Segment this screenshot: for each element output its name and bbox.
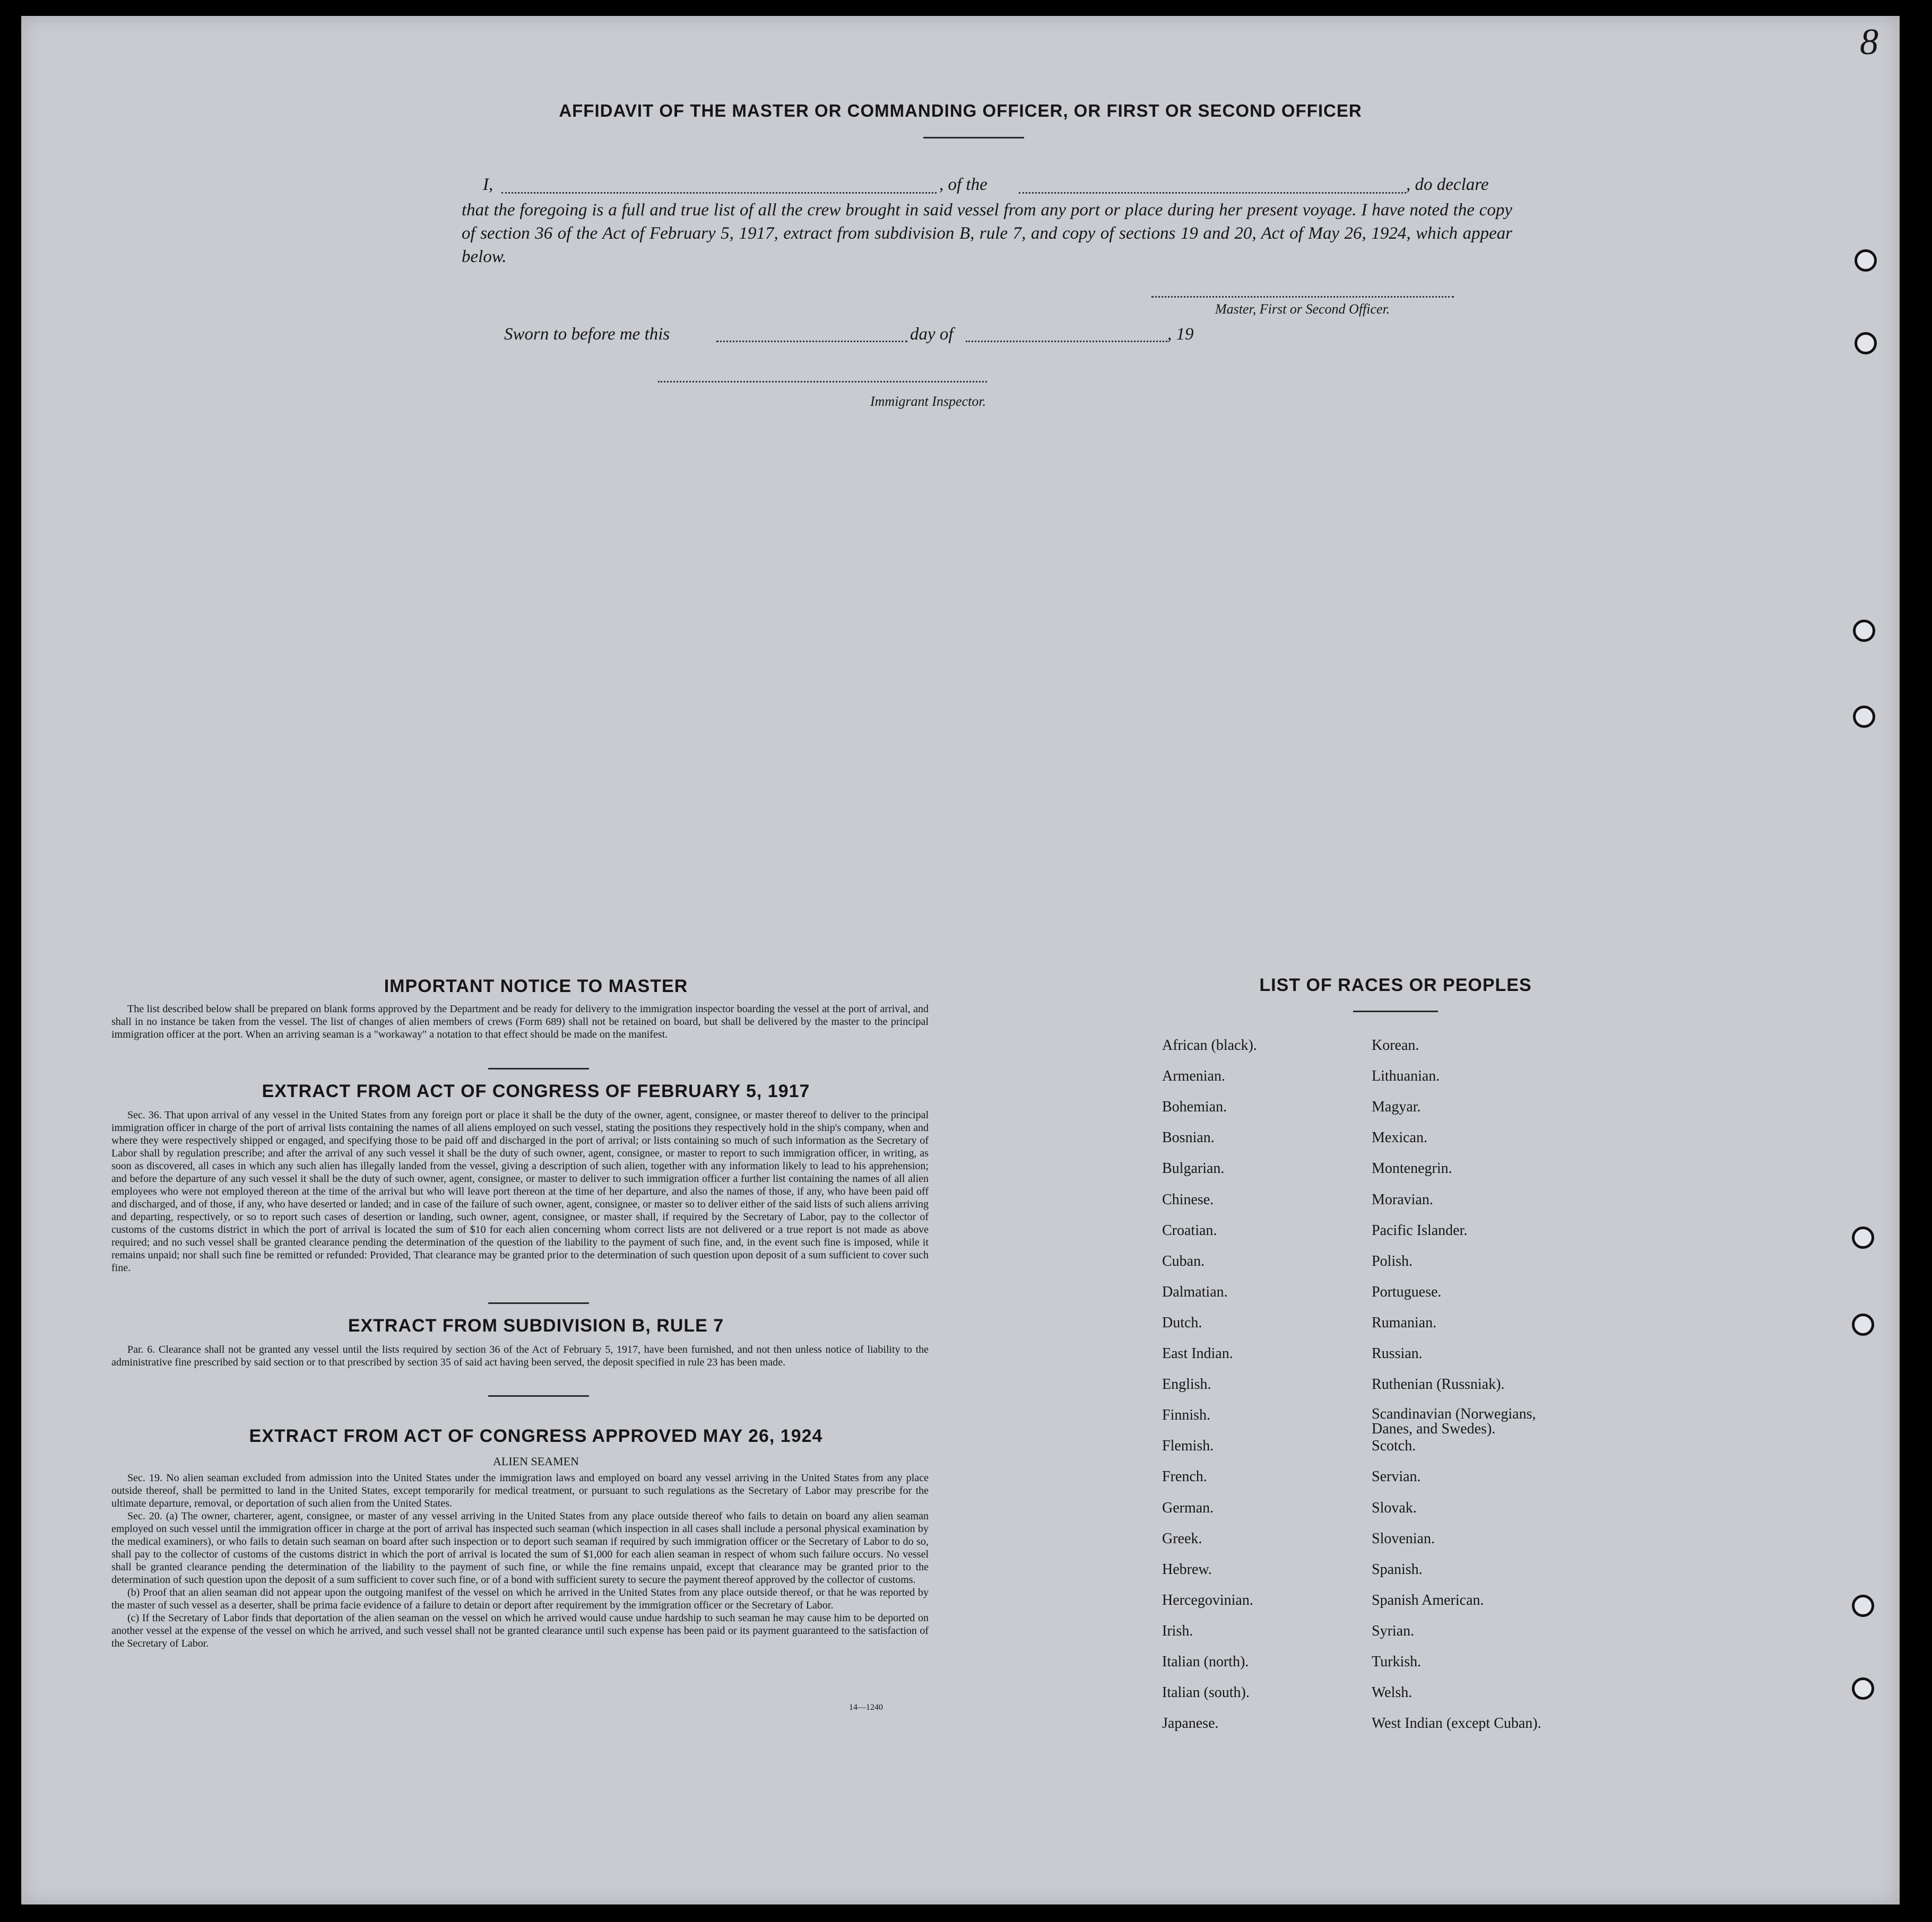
notice-title: IMPORTANT NOTICE TO MASTER [384, 976, 688, 996]
notice-text [111, 1003, 929, 1041]
race-item: Bosnian. [1162, 1129, 1215, 1146]
race-item: Rumanian. [1372, 1314, 1437, 1331]
affidavit-i: I, [483, 175, 493, 194]
sworn-day-blank [716, 341, 907, 342]
race-item: Mexican. [1372, 1129, 1427, 1146]
sworn-label: Sworn to before me this [504, 325, 670, 344]
day-of-label: day of [910, 325, 954, 344]
race-item: Hercegovinian. [1162, 1591, 1253, 1608]
notice-paragraph: The list described below shall be prepared on blank forms approved by the Department and be ready for delivery to the immigration inspector boarding the vessel at the port of arrival, and shall in no instance be taken from the vessel. The list of changes of alien members of crews (Form 689) shall not be retained on board, but shall be delivered by the master to the principal immigration officer at the port. When an arriving seaman is a "workaway" a notation to that effect should be made on the manifest. [111, 1003, 929, 1040]
extract-1924-title: EXTRACT FROM ACT OF CONGRESS APPROVED MAY 26, 1924 [249, 1426, 823, 1446]
master-signature-line [1151, 296, 1454, 298]
race-item: Montenegrin. [1372, 1160, 1452, 1177]
binder-hole [1852, 1314, 1874, 1336]
section-20a-paragraph: Sec. 20. (a) The owner, charterer, agent, consignee, or master of any vessel arriving in the United States from any place outside thereof who fails to detain on board any alien seaman employed on such vessel until the immigration officer in charge at the port of arrival has inspected such seaman (which inspection in all cases shall include a personal physical examination by the medical examiners), or who fails to detain such seaman on board after such inspection or to deport such seaman if required by such immigration officer or the Secretary of Labor to do so, shall pay to the collector of customs of the customs district in which the port of arrival is located the sum of $1,000 for each alien seaman in respect of whom such failure occurs. No vessel shall be granted clearance pending the determination of the liability to the payment of such fine, or while the fine remains unpaid, except that clearance may be granted prior to the determination of such question upon the deposit of a sum sufficient to cover such fine, or of a bond with sufficient surety to secure the payment thereof approved by the collector of customs. [111, 1510, 929, 1586]
affidavit-declare: , do declare [1406, 175, 1489, 194]
year-label: , 19 [1167, 325, 1194, 344]
title-rule [923, 137, 1024, 138]
vessel-blank [1019, 192, 1406, 194]
name-blank [501, 192, 937, 194]
binder-hole [1853, 620, 1875, 642]
extract-1917-text [111, 1109, 929, 1274]
races-title: LIST OF RACES OR PEOPLES [1259, 975, 1532, 995]
race-item: Irish. [1162, 1622, 1193, 1639]
race-item: Dutch. [1162, 1314, 1202, 1331]
race-item: Portuguese. [1372, 1283, 1442, 1300]
race-item: French. [1162, 1468, 1207, 1485]
race-item: Russian. [1372, 1345, 1423, 1362]
section-20c-paragraph: (c) If the Secretary of Labor finds that deportation of the alien seaman on the vessel on which he arrived would cause undue hardship to such seaman he may cause him to be deported on another vessel at the expense of the vessel on which he arrived, and such vessel shall not be granted clearance until such expense has been paid or its payment guaranteed to the satisfaction of the Secretary of Labor. [111, 1612, 929, 1649]
race-item: Cuban. [1162, 1253, 1205, 1269]
section-19-paragraph: Sec. 19. No alien seaman excluded from admission into the United States under the immigration laws and employed on board any vessel arriving in the United States from any place outside thereof, shall be permitted to land in the United States, except temporarily for medical treatment, or pursuant to such regulations as the Secretary of Labor may prescribe for the ultimate departure, removal, or deportation of such alien from the United States. [111, 1472, 929, 1509]
race-item: Moravian. [1372, 1191, 1433, 1208]
race-item: German. [1162, 1499, 1214, 1516]
race-item: Lithuanian. [1372, 1068, 1440, 1085]
race-item: Japanese. [1162, 1715, 1219, 1732]
par6-paragraph: Par. 6. Clearance shall not be granted any vessel until the lists required by section 36 of the Act of February 5, 1917, have been furnished, and not then unless notice of liability to the administrative fine prescribed by said section or to that prescribed by section 35 of said act having been served, the deposit specified in rule 23 has been made. [111, 1344, 929, 1368]
extract-1917-title: EXTRACT FROM ACT OF CONGRESS OF FEBRUARY 5, 1917 [262, 1081, 810, 1101]
affidavit-of-the: , of the [939, 175, 987, 194]
race-item: Bulgarian. [1162, 1160, 1225, 1177]
race-item: Finnish. [1162, 1407, 1211, 1424]
race-item: Ruthenian (Russniak). [1372, 1376, 1505, 1393]
race-item: Welsh. [1372, 1684, 1413, 1701]
binder-hole [1855, 332, 1877, 354]
binder-hole [1852, 1227, 1874, 1249]
race-item: Greek. [1162, 1530, 1202, 1547]
binder-hole [1855, 249, 1877, 272]
inspector-signature-caption: Immigrant Inspector. [870, 394, 986, 409]
rule7-title: EXTRACT FROM SUBDIVISION B, RULE 7 [348, 1316, 724, 1336]
section-rule [488, 1395, 589, 1397]
race-item: Chinese. [1162, 1191, 1214, 1208]
master-signature-caption: Master, First or Second Officer. [1215, 301, 1390, 317]
race-item: Hebrew. [1162, 1561, 1212, 1578]
race-item: Bohemian. [1162, 1099, 1227, 1116]
month-blank [966, 341, 1167, 342]
form-number: 14—1240 [849, 1703, 883, 1712]
rule7-text [111, 1343, 929, 1369]
race-item: Italian (south). [1162, 1684, 1250, 1701]
race-item: East Indian. [1162, 1345, 1233, 1362]
race-item: Slovak. [1372, 1499, 1417, 1516]
race-item: Croatian. [1162, 1222, 1217, 1239]
extract-1924-text [111, 1472, 929, 1650]
race-item: Syrian. [1372, 1622, 1415, 1639]
binder-hole [1853, 706, 1875, 728]
affidavit-body: that the foregoing is a full and true list of all the crew brought in said vessel from any port or place during her present voyage. I have noted the copy of section 36 of the Act of February 5, 1917, extract from subdivision B, rule 7, and copy of sections 19 and 20, Act of May 26, 1924, which appear below. [462, 201, 1512, 266]
race-item: Italian (north). [1162, 1654, 1249, 1670]
race-item: Dalmatian. [1162, 1283, 1228, 1300]
alien-seamen-subtitle: ALIEN SEAMEN [493, 1455, 579, 1468]
section-20b-paragraph: (b) Proof that an alien seaman did not appear upon the outgoing manifest of the vessel on which he arrived in the United States from any place outside thereof, or that he was reported by the master of such vessel as a deserter, shall be prima facie evidence of a failure to detain or deport after requirement by the immigration officer or the Secretary of Labor. [111, 1587, 929, 1611]
document-page [21, 16, 1900, 1904]
binder-hole [1852, 1677, 1874, 1700]
race-item: Pacific Islander. [1372, 1222, 1468, 1239]
races-rule [1353, 1011, 1438, 1012]
race-item: Servian. [1372, 1468, 1421, 1485]
race-item: Polish. [1372, 1253, 1413, 1269]
inspector-signature-line [658, 381, 987, 382]
race-item: Magyar. [1372, 1099, 1421, 1116]
race-item: Scotch. [1372, 1438, 1416, 1455]
handwritten-mark: 8 [1860, 22, 1878, 63]
race-item: Armenian. [1162, 1068, 1225, 1085]
section-rule [488, 1068, 589, 1069]
race-item: Scandinavian (Norwegians, Danes, and Swedes). [1372, 1406, 1536, 1438]
race-item: Spanish. [1372, 1561, 1423, 1578]
binder-hole [1852, 1595, 1874, 1617]
affidavit-title: AFFIDAVIT OF THE MASTER OR COMMANDING OFFICER, OR FIRST OR SECOND OFFICER [559, 101, 1362, 120]
race-item: African (black). [1162, 1037, 1257, 1054]
section-36-paragraph: Sec. 36. That upon arrival of any vessel in the United States from any foreign port or place it shall be the duty of the owner, agent, consignee, or master thereof to deliver to the principal immigration officer in charge of the port of arrival lists containing the names of all aliens employed on such vessel, stating the positions they respectively hold in the ship's company, when and where they were respectively shipped or engaged, and specifying those to be paid off and discharged in the port of arrival; or lists containing so much of such information as the Secretary of Labor shall by regulation prescribe; and after the arrival of any such vessel it shall be the duty of such owner, agent, consignee, or master to report to such immigration officer, in writing, as soon as discovered, all cases in which any such alien has illegally landed from the vessel, giving a description of such alien, together with any information likely to lead to his apprehension; and before the departure of any such vessel it shall be the duty of such owner, agent, consignee, or master to deliver to such immigration officer a further list containing the names of all alien employees who were not employed thereon at the time of the arrival but who will leave port thereon at the time of her departure, and also the names of those, if any, who have been paid off and discharged, and of those, if any, who have deserted or landed; and in case of the failure of such owner, agent, consignee, or master so to deliver either of the said lists of such aliens arriving and departing, respectively, or so to report such cases of desertion or landing, such owner, agent, consignee, or master shall, if required by the Secretary of Labor, pay to the collector of customs of the customs district in which the port of arrival is located the sum of $10 for each alien concerning whom correct lists are not delivered or a true report is not made as above required; and no such vessel shall be granted clearance pending the determination of the question of the liability to the payment of such fine, and, in the event such fine is imposed, while it remains unpaid; nor shall such fine be remitted or refunded: Provided, That clearance may be granted prior to the determination of such question upon deposit of a sum sufficient to cover such fine. [111, 1109, 929, 1274]
race-item: English. [1162, 1376, 1211, 1393]
race-item: Spanish American. [1372, 1591, 1484, 1608]
race-item: Turkish. [1372, 1654, 1422, 1670]
race-item: Flemish. [1162, 1438, 1214, 1455]
race-item: Slovenian. [1372, 1530, 1435, 1547]
section-rule [488, 1302, 589, 1304]
race-item: Korean. [1372, 1037, 1419, 1054]
race-item: West Indian (except Cuban). [1372, 1715, 1541, 1732]
